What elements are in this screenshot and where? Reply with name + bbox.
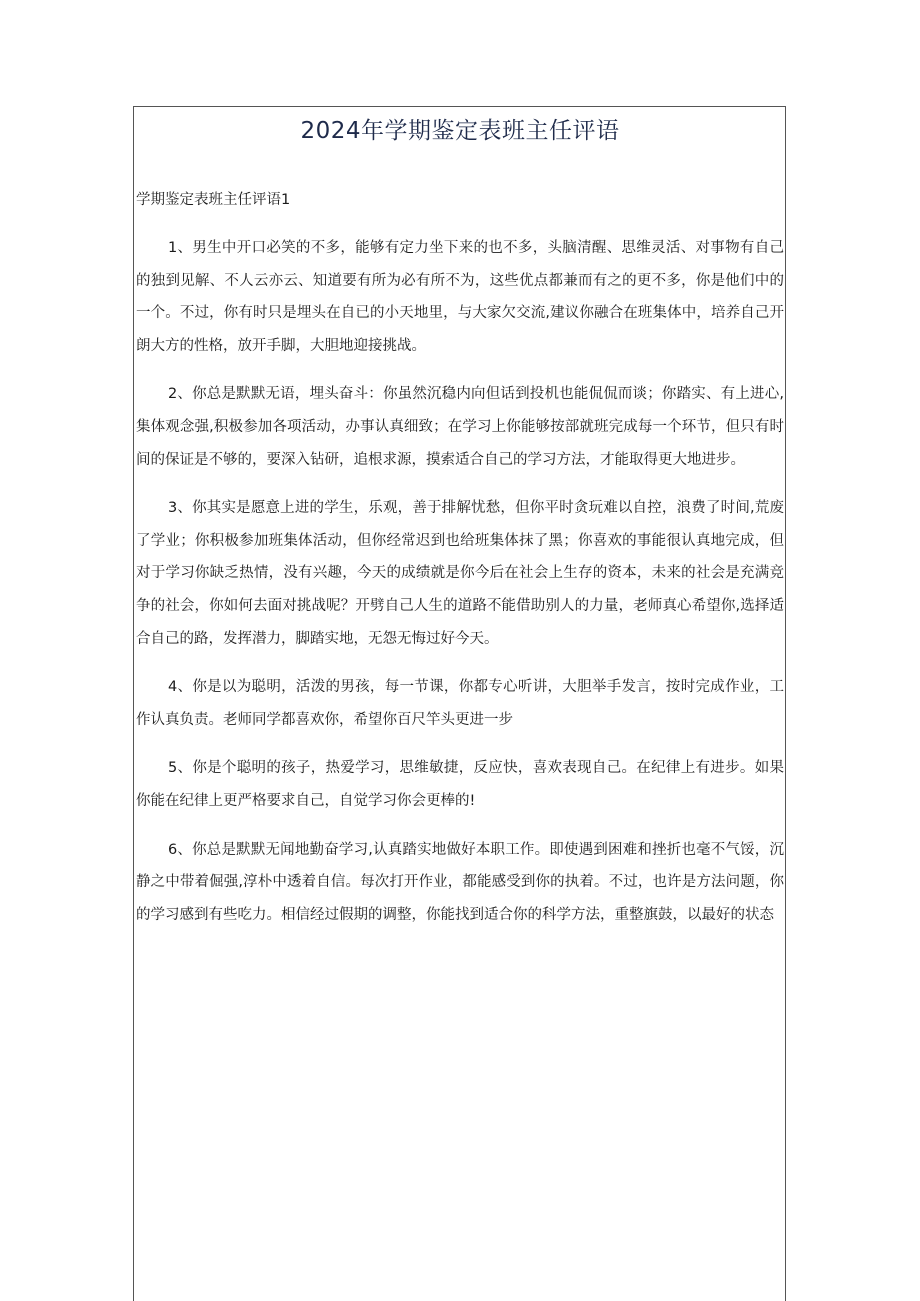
paragraph-1: 1、男生中开口必笑的不多，能够有定力坐下来的也不多，头脑清醒、思维灵活、对事物有自己的独到见解、不人云亦云、知道要有所为必有所不为，这些优点都兼而有之的更不多，你是他们中的一个。不过，你有时只是埋头在自已的小天地里，与大家欠交流,建议你融合在班集体中，培养自己开朗大方的性格，放开手脚，大胆地迎接挑战。 xyxy=(136,240,784,354)
paragraph-4: 4、你是以为聪明，活泼的男孩，每一节课，你都专心听讲，大胆举手发言，按时完成作业，工作认真负责。老师同学都喜欢你，希望你百尺竿头更进一步 xyxy=(136,679,784,728)
section-heading: 学期鉴定表班主任评语1 xyxy=(136,192,291,208)
paragraph-3: 3、你其实是愿意上进的学生，乐观，善于排解忧愁，但你平时贪玩难以自控，浪费了时间,荒废了学业；你积极参加班集体活动，但你经常迟到也给班集体抹了黑；你喜欢的事能很认真地完成，但对于学习你缺乏热情，没有兴趣，今天的成绩就是你今后在社会上生存的资本，未来的社会是充满竞争的社会，你如何去面对挑战呢？开劈自己人生的道路不能借助别人的力量，老师真心希望你,选择适合自己的路，发挥潜力，脚踏实地，无怨无悔过好今天。 xyxy=(136,500,784,647)
paragraph-6: 6、你总是默默无闻地勤奋学习,认真踏实地做好本职工作。即使遇到困难和挫折也毫不气馁，沉静之中带着倔强,淳朴中透着自信。每次打开作业，都能感受到你的执着。不过，也许是方法问题，你的学习感到有些吃力。相信经过假期的调整，你能找到适合你的科学方法，重整旗鼓，以最好的状态 xyxy=(136,841,784,923)
paragraph-2: 2、你总是默默无语，埋头奋斗：你虽然沉稳内向但话到投机也能侃侃而谈；你踏实、有上进心,集体观念强,积极参加各项活动，办事认真细致；在学习上你能够按部就班完成每一个环节，但只有时间的保证是不够的，要深入钻研，追根求源，摸索适合自己的学习方法，才能取得更大地进步。 xyxy=(136,386,784,468)
document-body xyxy=(136,184,784,947)
paragraph-5: 5、你是个聪明的孩子，热爱学习，思维敏捷，反应快，喜欢表现自己。在纪律上有进步。如果你能在纪律上更严格要求自己，自觉学习你会更棒的! xyxy=(136,760,784,809)
document-title: 2024年学期鉴定表班主任评语 xyxy=(300,118,620,144)
